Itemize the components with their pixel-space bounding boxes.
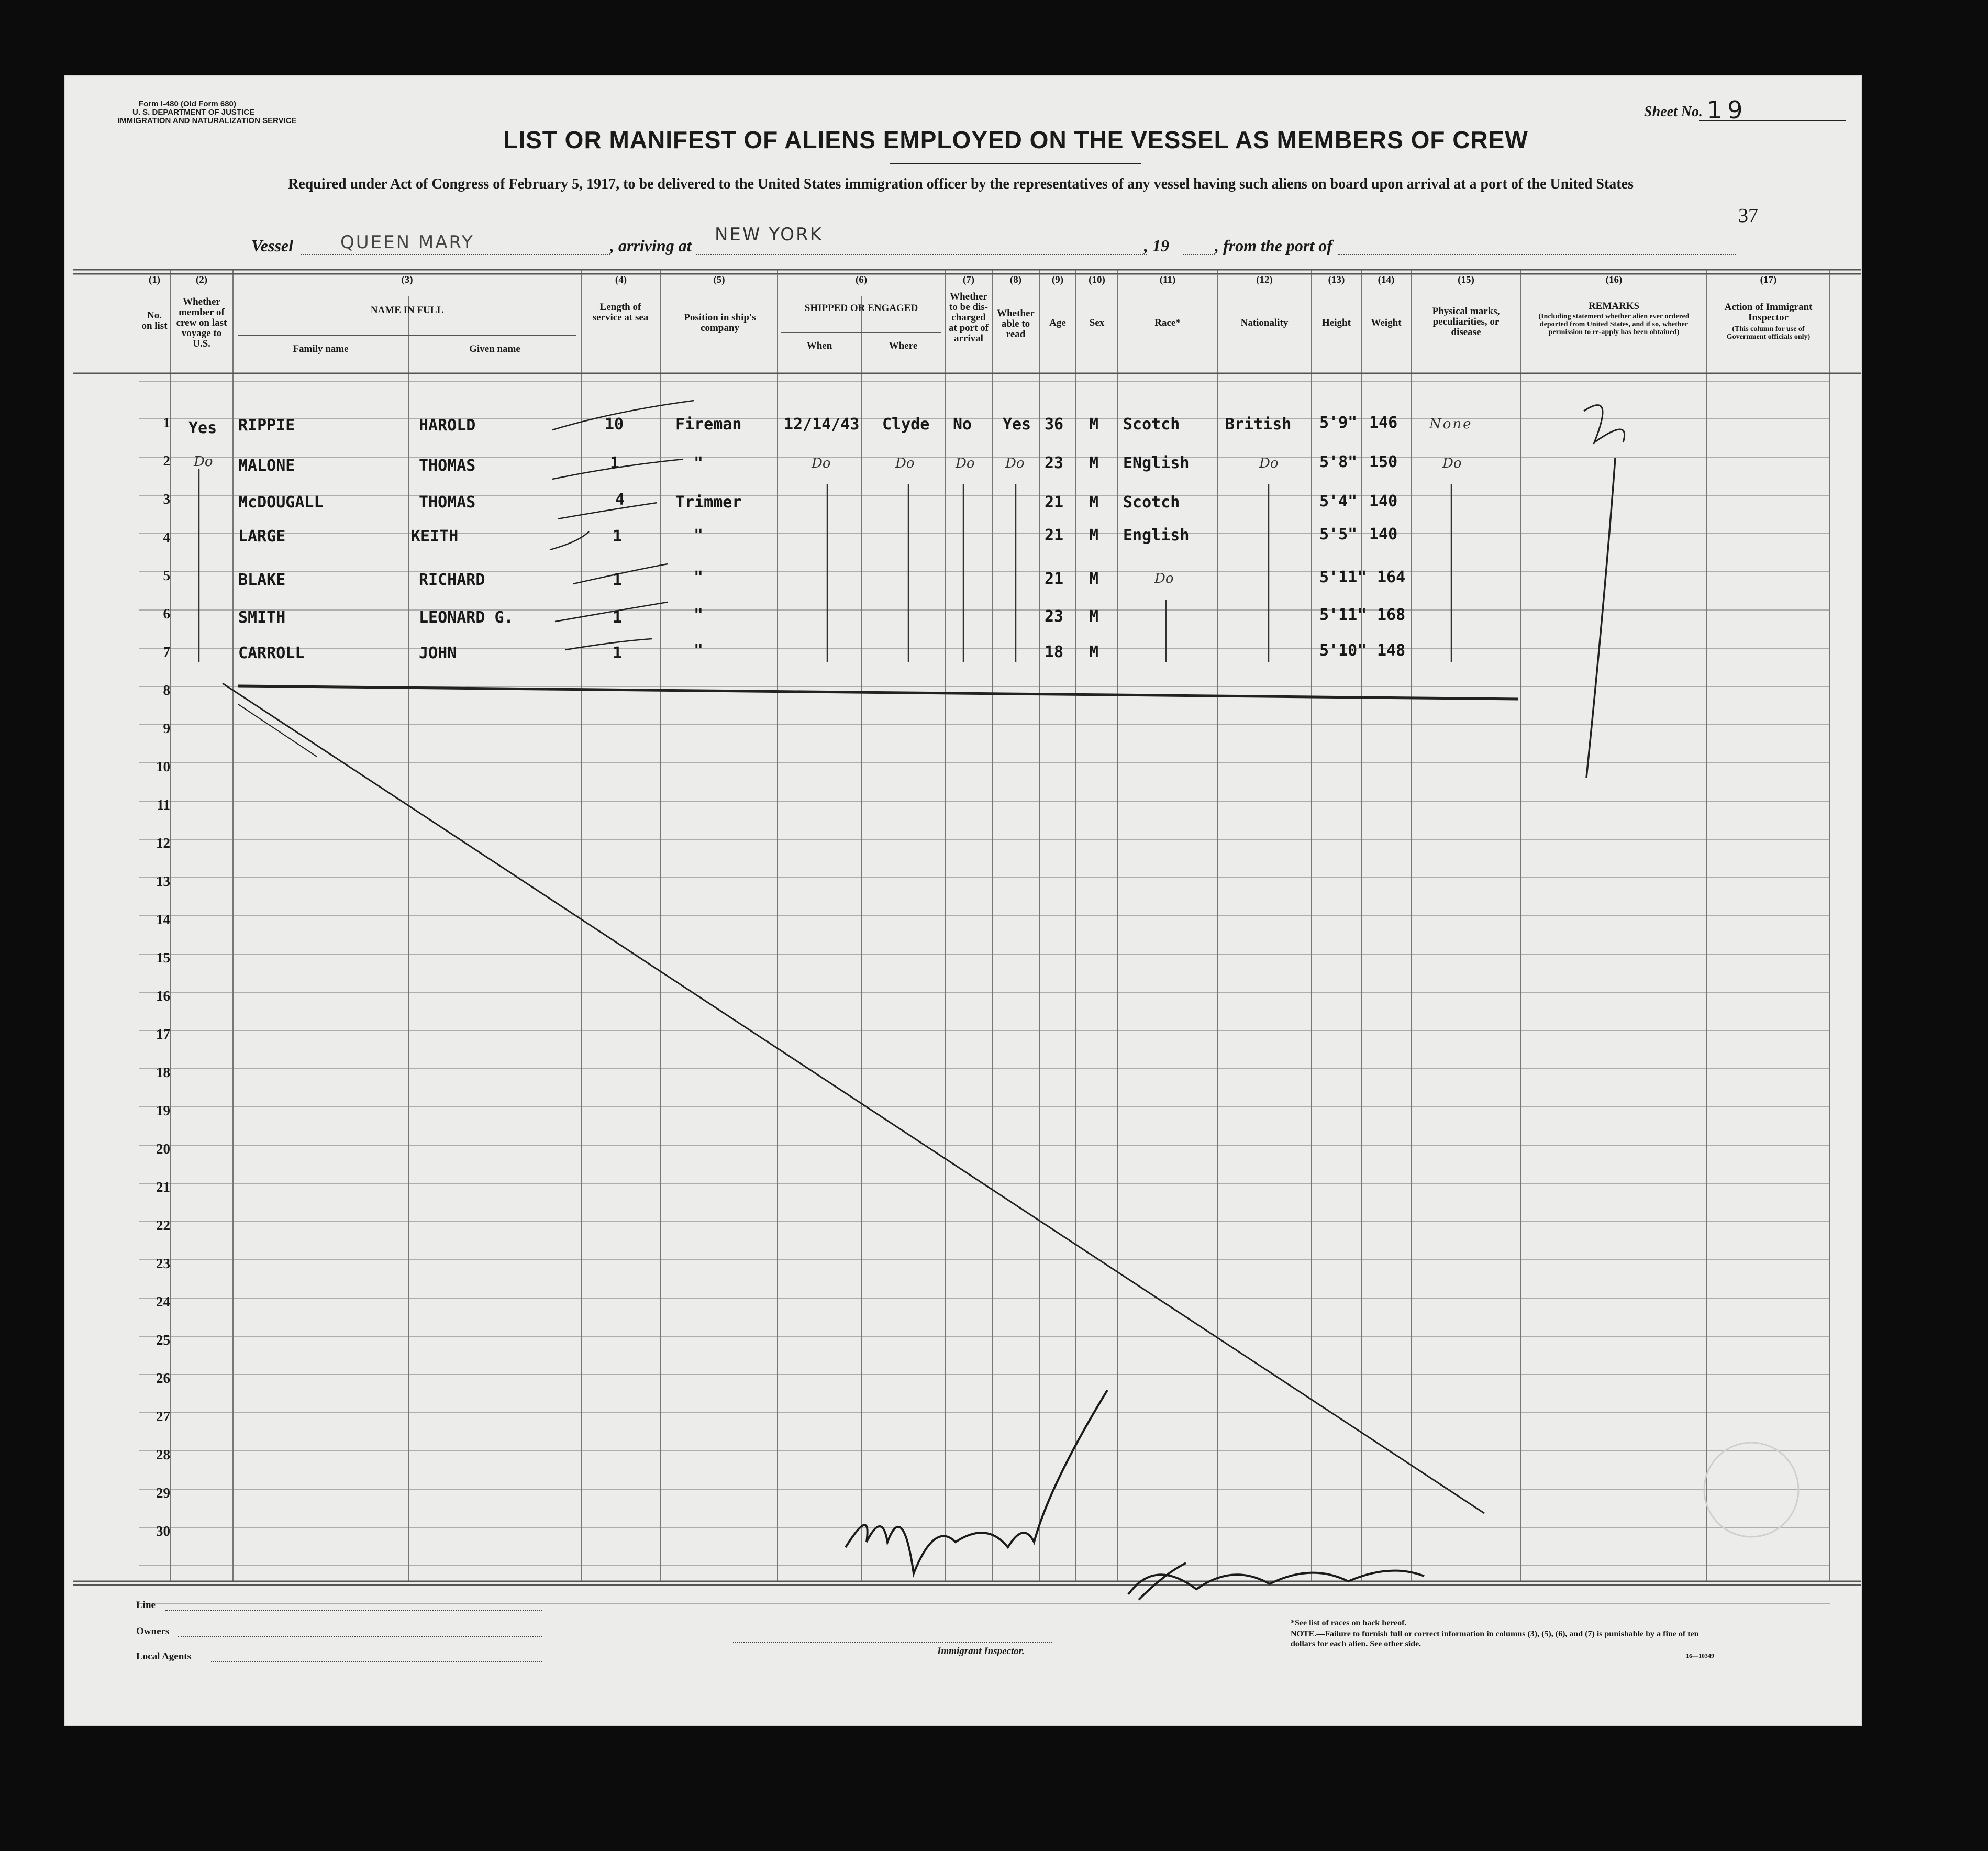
cell-age: 23 (1045, 454, 1064, 472)
page-subtitle: Required under Act of Congress of February 5, 1917, to be delivered to the United States immigration officer by the representatives of any vessel having such aliens on board upon arrival at a port of the United States (288, 176, 1634, 192)
col-note-16: (Including statement whether alien ever ordered deported from United States, and if so, whether permission to re-apply has been obtained) (1538, 313, 1690, 336)
col-label-15: Physical marks, peculiarities, or disease (1432, 306, 1500, 338)
cell-nationality: British (1225, 415, 1292, 434)
col-label-17: Action of Immigrant Inspector (1724, 302, 1813, 323)
cell-sex: M (1089, 570, 1099, 588)
col-num-3: (3) (401, 274, 413, 285)
cell-race: Scotch (1123, 415, 1180, 434)
cell-position: " (694, 568, 704, 586)
row-number: 4 (163, 529, 170, 545)
cell-given-name: KEITH (411, 527, 459, 546)
col-label-11: Race* (1154, 317, 1181, 328)
cell-service: 4 (615, 491, 625, 509)
cell-age: 23 (1045, 607, 1064, 626)
cell-read: Do (1005, 456, 1025, 471)
col-sub-when: When (806, 340, 832, 351)
cell-service: 1 (613, 608, 623, 627)
manifest-sheet (65, 76, 1861, 1725)
row-number: 17 (156, 1026, 170, 1042)
cell-age: 18 (1045, 643, 1064, 661)
signature-marks (846, 1390, 1424, 1600)
cell-age: 21 (1045, 570, 1064, 588)
row-number: 11 (157, 797, 170, 813)
races-note: *See list of races on back hereof. (1291, 1619, 1407, 1627)
cell-position: Fireman (675, 415, 742, 434)
agents-underline (211, 1661, 542, 1662)
row-number: 30 (156, 1523, 170, 1539)
row-number: 28 (156, 1447, 170, 1462)
cell-weight: 164 (1377, 568, 1406, 586)
vessel-name: QUEEN MARY (340, 232, 474, 253)
cell-sex: M (1089, 607, 1099, 626)
col-num-12: (12) (1256, 274, 1273, 285)
cell-height: 5'4" (1319, 492, 1358, 511)
cell-race: ENglish (1123, 454, 1190, 472)
row-grid-lines (139, 381, 1830, 1604)
row-number: 5 (163, 568, 170, 583)
cell-sex: M (1089, 415, 1099, 434)
col-label-4: Length of service at sea (592, 302, 649, 323)
row-number: 23 (156, 1256, 170, 1271)
cell-given-name: RICHARD (419, 571, 485, 589)
row-number: 12 (156, 835, 170, 851)
cell-position: " (694, 606, 704, 624)
cell-sex: M (1089, 454, 1099, 472)
cell-height: 5'11" (1319, 606, 1367, 624)
cell-weight: 146 (1369, 414, 1398, 432)
line-label: Line (136, 1600, 156, 1611)
cell-weight: 148 (1377, 641, 1406, 660)
col-num-9: (9) (1051, 274, 1064, 285)
cell-service: 1 (613, 571, 623, 589)
col-num-7: (7) (962, 274, 975, 285)
col-label-1: No. on list (141, 310, 168, 331)
col-label-14: Weight (1371, 317, 1402, 328)
col-num-15: (15) (1458, 274, 1474, 285)
corner-number: 37 (1738, 205, 1758, 227)
inspector-signature-line (733, 1642, 1052, 1643)
cell-last-voyage: Yes (188, 419, 217, 437)
form-number: Form I-480 (Old Form 680) (139, 99, 236, 108)
cell-weight: 140 (1369, 492, 1398, 511)
row-number: 25 (156, 1332, 170, 1348)
row-number: 21 (156, 1179, 170, 1195)
cell-service: 1 (613, 527, 623, 546)
cell-service: 1 (610, 454, 620, 472)
col-label-13: Height (1322, 317, 1351, 328)
cell-position: Trimmer (675, 493, 742, 512)
col-label-2: Whether member of crew on last voyage to U.S. (176, 296, 227, 349)
cell-age: 36 (1045, 415, 1064, 434)
cell-position: " (694, 641, 704, 660)
cell-marks: None (1429, 416, 1473, 432)
department-name: U. S. DEPARTMENT OF JUSTICE (132, 108, 255, 117)
cell-discharged: No (953, 415, 972, 434)
row-number: 20 (156, 1141, 170, 1157)
col-num-17: (17) (1760, 274, 1777, 285)
cell-given-name: JOHN (419, 644, 457, 662)
cell-race: English (1123, 526, 1190, 545)
cell-last-voyage: Do (194, 454, 213, 470)
col-num-13: (13) (1328, 274, 1345, 285)
col-num-4: (4) (615, 274, 627, 285)
cell-height: 5'8" (1319, 453, 1358, 471)
col-label-10: Sex (1089, 317, 1105, 328)
cell-family-name: MALONE (238, 457, 295, 475)
col-num-2: (2) (195, 274, 208, 285)
sheet-number-value: 19 (1707, 96, 1748, 124)
row-number: 3 (163, 491, 170, 507)
col-num-6: (6) (855, 274, 868, 285)
cell-height: 5'5" (1319, 525, 1358, 544)
cell-height: 5'9" (1319, 414, 1358, 432)
cell-family-name: CARROLL (238, 644, 305, 662)
col-label-16: REMARKS (1588, 301, 1640, 312)
row-number: 1 (163, 415, 170, 430)
print-code: 16—10349 (1686, 1652, 1714, 1659)
cell-given-name: LEONARD G. (419, 608, 514, 627)
cell-marks: Do (1442, 456, 1462, 471)
cell-given-name: THOMAS (419, 457, 476, 475)
col-sub-given: Given name (469, 343, 520, 354)
cell-where: Do (895, 456, 915, 471)
cell-family-name: LARGE (238, 527, 286, 546)
col-label-7: Whether to be dis-charged at port of arrival (949, 291, 989, 344)
cell-service: 1 (613, 644, 623, 662)
cell-position: " (694, 526, 704, 545)
col-note-17: (This column for use of Government officials only) (1726, 325, 1811, 341)
row-number: 14 (156, 912, 170, 927)
cell-given-name: HAROLD (419, 416, 476, 435)
year-label: , 19 (1144, 236, 1169, 255)
row-number: 29 (156, 1485, 170, 1501)
cell-when: 12/14/43 (784, 415, 860, 434)
pen-marks (223, 401, 1625, 1513)
row-number: 6 (163, 606, 170, 622)
cell-given-name: THOMAS (419, 493, 476, 512)
local-agents-label: Local Agents (136, 1651, 192, 1662)
row-number: 13 (156, 873, 170, 889)
cell-sex: M (1089, 643, 1099, 661)
cell-family-name: SMITH (238, 608, 286, 627)
row-number: 27 (156, 1409, 170, 1424)
col-sub-family: Family name (293, 343, 349, 354)
col-num-10: (10) (1089, 274, 1105, 285)
col-label-6: SHIPPED OR ENGAGED (804, 303, 918, 314)
col-label-3: NAME IN FULL (370, 305, 444, 316)
cell-weight: 168 (1377, 606, 1406, 624)
col-num-8: (8) (1009, 274, 1022, 285)
vessel-label: Vessel (251, 236, 293, 255)
cell-height: 5'11" (1319, 568, 1367, 586)
row-number: 8 (163, 682, 170, 698)
row-number: 15 (156, 950, 170, 966)
immigrant-inspector-label: Immigrant Inspector. (937, 1646, 1025, 1657)
cell-sex: M (1089, 493, 1099, 512)
cell-position: " (694, 454, 704, 472)
cell-where: Clyde (882, 415, 930, 434)
row-number: 2 (163, 453, 170, 469)
row-number: 16 (156, 988, 170, 1004)
owners-label: Owners (136, 1626, 170, 1637)
owners-underline (178, 1636, 542, 1637)
cell-family-name: McDOUGALL (238, 493, 324, 512)
arriving-port: NEW YORK (715, 224, 823, 245)
col-label-5: Position in ship's company (684, 312, 756, 334)
col-num-16: (16) (1605, 274, 1623, 285)
failure-note: NOTE.—Failure to furnish full or correct information in columns (3), (5), (6), and (7) is punishable by a fine of ten dollars for each alien. See other side. (1291, 1630, 1699, 1648)
cell-read: Yes (1003, 415, 1031, 434)
col-sub-where: Where (889, 340, 918, 351)
cell-age: 21 (1045, 493, 1064, 512)
row-number: 10 (156, 759, 170, 774)
col-label-8: Whether able to read (997, 308, 1035, 340)
cell-when: Do (812, 456, 831, 471)
ink-stamp (1704, 1443, 1798, 1537)
col-num-1: (1) (148, 274, 161, 285)
cell-race: Scotch (1123, 493, 1180, 512)
row-number: 22 (156, 1217, 170, 1233)
cell-weight: 140 (1369, 525, 1398, 544)
cell-nationality: Do (1259, 456, 1279, 471)
ditto-lines (199, 469, 1451, 662)
service-name: IMMIGRATION AND NATURALIZATION SERVICE (118, 116, 297, 125)
cell-sex: M (1089, 526, 1099, 545)
cell-weight: 150 (1369, 453, 1398, 471)
row-number: 24 (156, 1294, 170, 1310)
from-port-label: , from the port of (1215, 236, 1332, 255)
row-number: 18 (156, 1065, 170, 1080)
sheet-number-label: Sheet No. (1644, 104, 1703, 120)
col-num-14: (14) (1378, 274, 1395, 285)
col-num-5: (5) (713, 274, 725, 285)
cell-service: 10 (605, 415, 624, 434)
line-underline (165, 1610, 542, 1611)
col-label-12: Nationality (1240, 317, 1289, 328)
col-num-11: (11) (1159, 274, 1176, 285)
row-number: 7 (163, 644, 170, 660)
col-label-9: Age (1049, 317, 1066, 328)
cell-family-name: BLAKE (238, 571, 286, 589)
cell-height: 5'10" (1319, 641, 1367, 660)
row-number: 19 (156, 1103, 170, 1118)
page-title: LIST OR MANIFEST OF ALIENS EMPLOYED ON THE VESSEL AS MEMBERS OF CREW (503, 126, 1528, 153)
row-number: 26 (156, 1370, 170, 1386)
cell-discharged: Do (956, 456, 975, 471)
row-number: 9 (163, 721, 170, 736)
cell-family-name: RIPPIE (238, 416, 295, 435)
cell-age: 21 (1045, 526, 1064, 545)
cell-race: Do (1154, 571, 1174, 586)
arriving-label: , arriving at (610, 236, 692, 255)
